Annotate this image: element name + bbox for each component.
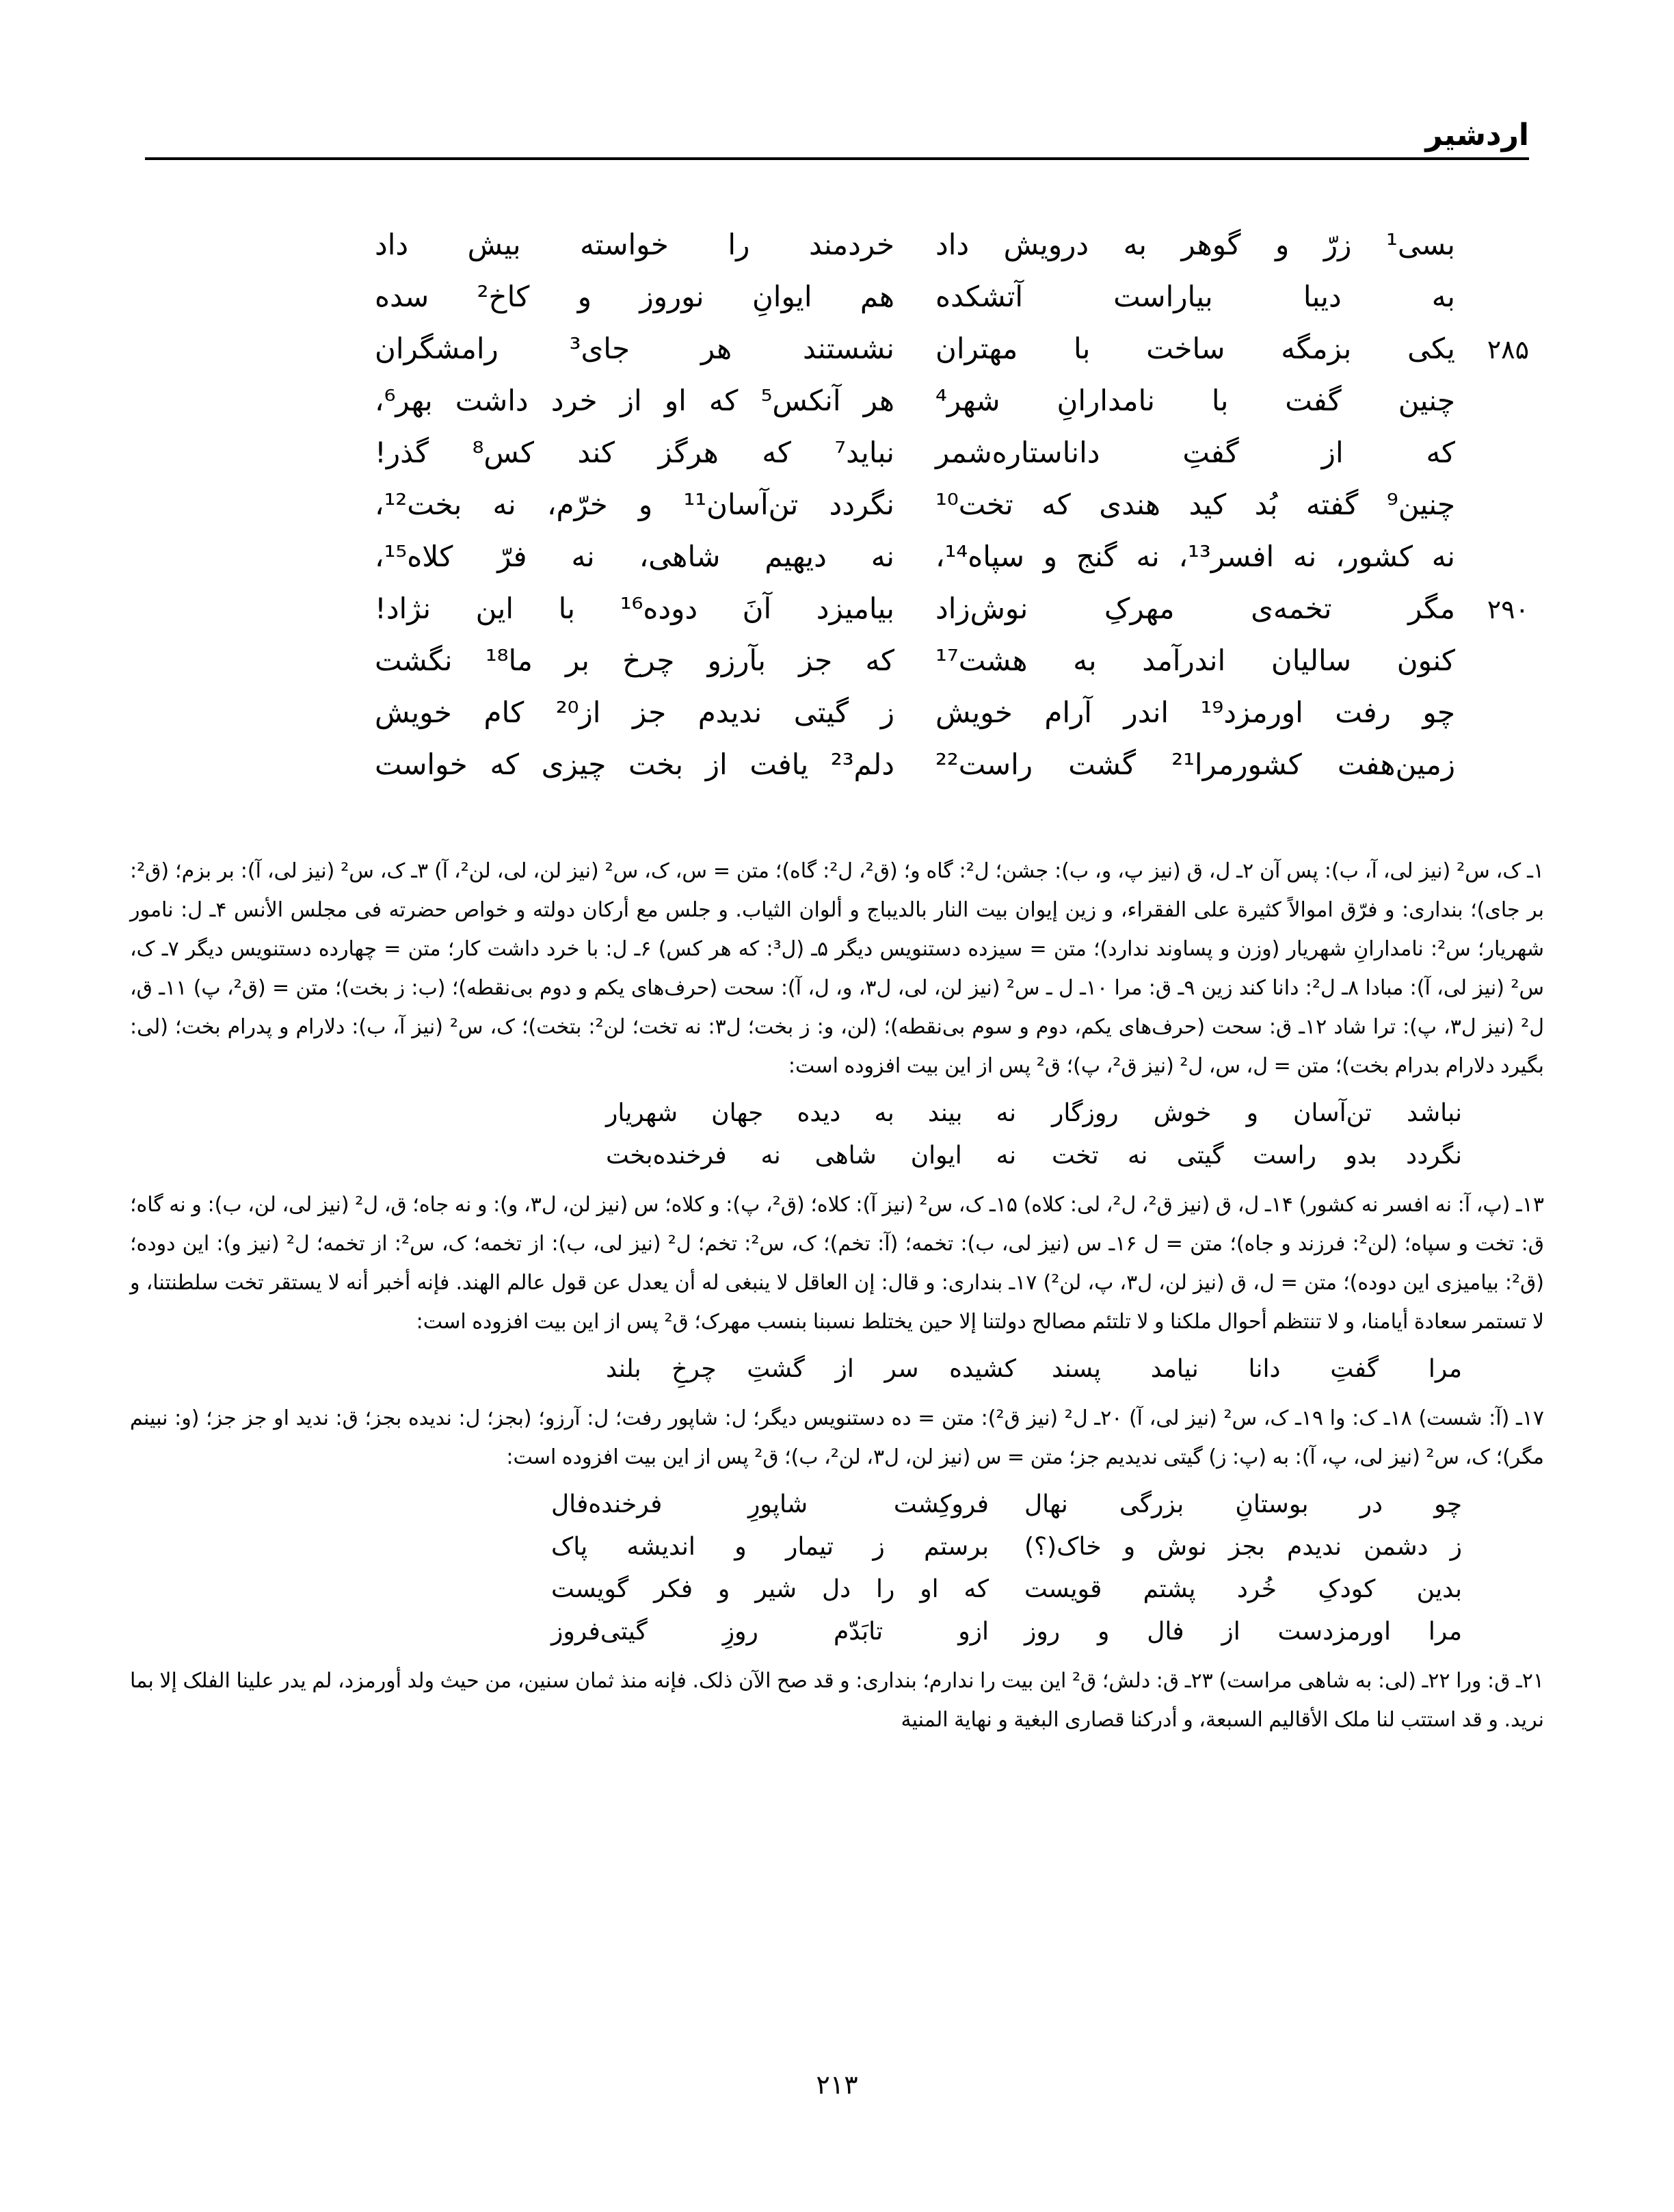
inset-couplet-block-2 (130, 1348, 1544, 1391)
inset-couplet-row (130, 1135, 1544, 1177)
inset-hemistich-second: نه ایوان شاهی نه فرخنده‌بخت (606, 1142, 1016, 1170)
inset-hemistich-first: نگردد بدو راست گیتی نه تخت (1052, 1142, 1462, 1170)
note-paragraph-4: ۲۱ـ ق: ورا ۲۲ـ (لی: به شاهی مراست) ۲۳ـ ق: دلش؛ ق² این بیت را ندارم؛ بنداری: و قد صح الآن ذلک. فإنه منذ ثمان سنین، من حیث ولد أورمزد، لم یدر علینا الفلک إلا بما نرید. و قد استتب لنا ملک الأقالیم السبعة، و أدرکنا قصاری البغیة و نهایة المنیة (130, 1669, 1545, 1732)
couplet-row (145, 739, 1529, 791)
critical-apparatus (130, 852, 1544, 1739)
hemistich-first: چنین گفت با نامدارانِ شهر⁴ (935, 384, 1455, 417)
hemistich-second: خردمند را خواسته بیش داد (375, 228, 894, 261)
couplet-row (145, 219, 1529, 271)
hemistich-second: دلم²³ یافت از بخت چیزی که خواست (375, 748, 894, 781)
inset-couplet-block-1 (130, 1092, 1544, 1177)
couplet-row (145, 427, 1529, 479)
hemistich-second: نه دیهیم شاهی، نه فرّ کلاه¹⁵، (375, 540, 894, 573)
note-paragraph-3: ۱۷ـ (آ: شست) ۱۸ـ ک: وا ۱۹ـ ک، س² (نیز لی، آ) ۲۰ـ ل² (نیز ق²): متن = ده دستنویس دیگر؛ ل: شاپور رفت؛ ل: آرزو؛ (بجز؛ ل: ندیده بجز؛ ق: ندید او جز جز؛ (و: نبینم مگر)؛ ک، س² (نیز لی، پ، آ): به (پ: ز) گیتی ندیدیم جز؛ متن = س (نیز لن، ل۳، لن²، ب)؛ ق² پس از این بیت افزوده است: (130, 1406, 1545, 1469)
hemistich-first: نه کشور، نه افسر¹³، نه گنج و سپاه¹⁴، (935, 540, 1455, 573)
hemistich-first: مگر تخمه‌ی مهرکِ نوش‌زاد (935, 592, 1455, 625)
inset-hemistich-first: مرا گفتِ دانا نیامد پسند (1052, 1355, 1462, 1383)
inset-hemistich-first: مرا اورمزدست از فال و روز (1024, 1618, 1462, 1646)
inset-couplet-row (130, 1092, 1544, 1135)
verse-number: ۲۸۵ (1487, 334, 1529, 365)
running-header (145, 120, 1529, 160)
note-paragraph-2: ۱۳ـ (پ، آ: نه افسر نه کشور) ۱۴ـ ل، ق (نیز ق²، ل²، لی: کلاه) ۱۵ـ ک، س² (نیز آ): کلاه؛ (ق²، پ): و کلاه؛ س (نیز لن، ل۳، و): و نه جاه؛ ق، ل² (نیز لی، لن، ب): و نه گاه؛ ق: تخت و سپاه؛ (لن²: فرزند و جاه)؛ متن = ل ۱۶ـ س (نیز لی، ب): تخمه؛ (آ: تخم)؛ ک، س²: تخم؛ ل² (نیز لی، ب): از تخمه؛ ک، س²: از تخمه؛ ل² (نیز و): این دوده؛ (ق²: بیامیزی این دوده)؛ متن = ل، ق (نیز لن، ل۳، پ، لن²) ۱۷ـ بنداری: و قال: إن العاقل لا ینبغی له أن یعدل عن قول عالم الهند. فإنه أخبر أنه لا یستقر تخت سلطنتنا، و لا تستمر سعادة أیامنا، و لا تنتظم أحوال ملکنا و لا تلتئم مصالح دولتنا إلا حین یختلط نسبنا بنسب مهرک؛ ق² پس از این بیت افزوده است: (130, 1193, 1545, 1334)
inset-hemistich-second: نه بیند به دیده جهان شهریار (606, 1099, 1016, 1127)
inset-hemistich-first: چو در بوستانِ بزرگی نهال (1024, 1490, 1462, 1518)
hemistich-second: نشستند هر جای³ رامشگران (375, 332, 894, 365)
hemistich-first: به دیبا بیاراست آتشکده (935, 280, 1455, 313)
inset-hemistich-first: نباشد تن‌آسان و خوش روزگار (1052, 1099, 1462, 1127)
inset-couplet-row (130, 1526, 1544, 1568)
inset-couplet-row (130, 1348, 1544, 1391)
note-paragraph-1: ۱ـ ک، س² (نیز لی، آ، ب): پس آن ۲ـ ل، ق (نیز پ، و، ب): جشن؛ ل²: گاه و؛ (ق²، ل²: گاه)؛ متن = س، ک، س² (نیز لن، لی، لن²، آ) ۳ـ ک، س² (نیز لی، آ): بر بزم؛ (ق²: بر جای)؛ بنداری: و فرّق اموالاً کثیرة علی الفقراء، و زین إیوان بیت النار بالدیباج و ألوان الثیاب. و جلس مع أرکان دولته و خواص حضرته فی مجلس الأنس ۴ـ ل: نامور شهریار؛ س²: نامدارانِ شهریار (وزن و پساوند ندارد)؛ متن = سیزده دستنویس دیگر ۵ـ (ل³: که هر کس) ۶ـ ل: با خرد داشت کار؛ متن = چهارده دستنویس دیگر ۷ـ ک، س² (نیز لی، آ): مبادا ۸ـ ل²: دانا کند زین ۹ـ ق: مرا ۱۰ـ ل ـ س² (نیز لن، لی، ل۳، و، ل، آ): سحت (حرف‌های یکم و دوم بی‌نقطه)؛ (ب: ز بخت)؛ متن = (ق²، پ) ۱۱ـ ق، ل² (نیز ل۳، پ): ترا شاد ۱۲ـ ق: سحت (حرف‌های یکم، دوم و سوم بی‌نقطه)؛ (لن، و: ز بخت؛ ل۳: نه تخت؛ لن²: بتخت)؛ ک، س² (نیز آ، ب): دلارام و پدرام بخت؛ (لی: بگیرد دلارام بدرام بخت)؛ متن = ل، س، ل² (نیز ق²، پ)؛ ق² پس از این بیت افزوده است: (130, 859, 1545, 1078)
hemistich-first: که از گفتِ داناستاره‌شمر (935, 436, 1455, 469)
hemistich-first: چنین⁹ گفته بُد کید هندی که تخت¹⁰ (935, 488, 1455, 521)
couplet-row (145, 635, 1529, 687)
inset-couplet-block-3 (130, 1484, 1544, 1653)
inset-hemistich-second: کشیده سر از گشتِ چرخِ بلند (606, 1355, 1016, 1383)
inset-couplet-row (130, 1568, 1544, 1611)
couplet-row (145, 583, 1529, 635)
inset-hemistich-first: بدین کودکِ خُرد پشتم قویست (1024, 1575, 1462, 1603)
hemistich-second: نباید⁷ که هرگز کند کس⁸ گذر! (375, 436, 894, 469)
hemistich-second: بیامیزد آنَ دوده¹⁶ با این نژاد! (375, 592, 894, 625)
inset-hemistich-second: که او را دل شیر و فکر گویست (551, 1575, 989, 1603)
hemistich-second: نگردد تن‌آسان¹¹ و خرّم، نه بخت¹²، (375, 488, 894, 521)
couplet-row (145, 687, 1529, 739)
hemistich-second: هم ایوانِ نوروز و کاخ² سده (375, 280, 894, 313)
hemistich-second: هر آنکس⁵ که او از خرد داشت بهر⁶، (375, 384, 894, 417)
couplet-row (145, 479, 1529, 531)
couplet-row (145, 271, 1529, 323)
hemistich-first: بسی¹ زرّ و گوهر به درویش داد (935, 228, 1455, 261)
inset-hemistich-second: فروکِشت شاپورِ فرخنده‌فال (551, 1490, 989, 1518)
couplet-row (145, 531, 1529, 583)
inset-hemistich-first: ز دشمن ندیدم بجز نوش و خاک(؟) (1024, 1533, 1462, 1561)
hemistich-first: یکی بزمگه ساخت با مهتران (935, 332, 1455, 365)
inset-hemistich-second: ازو تابَدّم روزِ گیتی‌فروز (551, 1618, 989, 1646)
hemistich-second: ز گیتی ندیدم جز از²⁰ کام خویش (375, 696, 894, 729)
inset-couplet-row (130, 1611, 1544, 1653)
inset-couplet-row (130, 1484, 1544, 1526)
hemistich-first: چو رفت اورمزد¹⁹ اندر آرام خویش (935, 696, 1455, 729)
inset-hemistich-second: برستم ز تیمار و اندیشه پاک (551, 1533, 989, 1561)
couplet-row (145, 375, 1529, 427)
verse-number: ۲۹۰ (1487, 594, 1529, 624)
hemistich-first: زمین‌هفت کشور‌مرا²¹ گشت راست²² (935, 748, 1455, 781)
page-title: اردشیر (1425, 118, 1529, 153)
hemistich-second: که جز بآرزو چرخ بر ما¹⁸ نگشت (375, 644, 895, 677)
verse-block (145, 219, 1529, 791)
hemistich-first: کنون سالیان اندرآمد به هشت¹⁷ (935, 644, 1455, 677)
couplet-row (145, 323, 1529, 375)
header-rule (145, 157, 1529, 160)
folio-page-number: ۲۱۳ (816, 2070, 858, 2100)
